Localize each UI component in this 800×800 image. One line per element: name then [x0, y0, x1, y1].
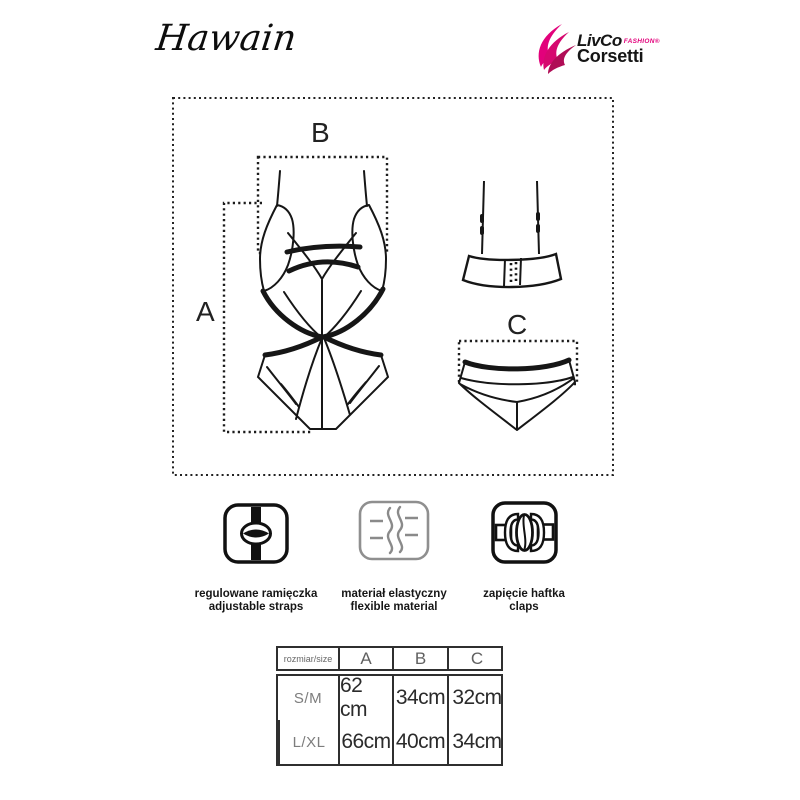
feature-caption-pl: materiał elastyczny — [341, 588, 447, 600]
feature-caption-en: flexible material — [350, 601, 438, 613]
adjustable-straps-icon — [223, 503, 289, 564]
band-straps — [482, 181, 539, 254]
measurement-value: 34cm — [392, 676, 447, 720]
size-label: L/XL — [278, 720, 338, 764]
strap-adjusters — [482, 214, 538, 233]
column-header-c: C — [447, 648, 505, 669]
size-table-header — [276, 646, 503, 671]
diagram-frame — [173, 98, 613, 475]
measurement-value: 32cm — [447, 676, 505, 720]
size-label: S/M — [293, 689, 323, 707]
measurement-value: 40cm — [392, 720, 447, 764]
bra-band-drawing — [463, 181, 561, 287]
feature-caption-pl: zapięcie haftka — [483, 588, 565, 600]
measure-label-c: C — [507, 309, 528, 340]
feature-caption-en: adjustable straps — [208, 601, 304, 613]
feature-adjustable-straps — [186, 503, 326, 614]
measurement-value: 62 cm — [338, 676, 392, 720]
flexible-material-icon — [358, 500, 430, 561]
logo-livco: LivCo — [577, 30, 622, 50]
teddy-drawing — [257, 171, 388, 429]
product-name: Hawain — [153, 18, 299, 59]
column-header-b: B — [392, 648, 447, 669]
feature-caption-en: claps — [509, 601, 539, 613]
logo-corsetti: Corsetti — [577, 45, 644, 66]
measure-label-b: B — [311, 117, 330, 148]
column-header-size: rozmiar/size — [283, 653, 333, 664]
feature-flexible-material — [324, 500, 464, 614]
measurement-value: 34cm — [447, 720, 505, 764]
measurement-value: 66cm — [338, 720, 392, 764]
column-header-a: A — [338, 648, 392, 669]
hook-clasp-icon — [491, 501, 558, 564]
feature-caption-pl: regulowane ramięczka — [194, 588, 318, 600]
logo-fashion: FASHION® — [623, 37, 660, 45]
panties-waistband — [465, 360, 569, 369]
size-table-body — [276, 674, 503, 766]
measure-label-a: A — [196, 296, 215, 327]
panties-drawing — [459, 360, 575, 430]
size-table — [276, 646, 503, 766]
feature-hook-clasp — [464, 501, 584, 614]
